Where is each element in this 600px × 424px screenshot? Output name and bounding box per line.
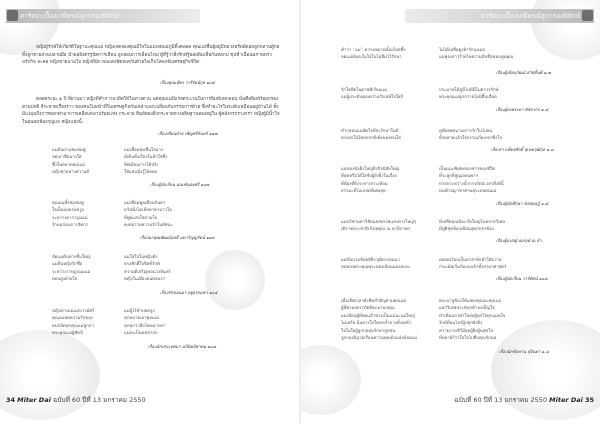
right-page: [301, 0, 600, 424]
page-footer: [6, 394, 146, 407]
poem-line: ทรงยกใฝ่ไฟลกยาตีเยียนลงตนใส่ ทั้งหลายแล้วใจกรรมเกี่ยงเขาพึงใจ: [341, 136, 502, 142]
poem-line: เมื่อเลิศเวลาตังชิดสำคัญสวมคุณแม่ พระบาลูข้องให้แสดงคุณอะคุณแม่: [341, 299, 502, 304]
intro-text: [22, 44, 280, 67]
header-title: สารัตถะเบื้องเกษียรณ์ลูกกรองพิทักษ์: [20, 12, 120, 20]
poem-stanza: [341, 298, 505, 342]
magazine-name: Miter Dai: [17, 396, 51, 404]
paragraph: ตลอดระยะ ๑ ปี ที่ผ่านมา หญิงที่คำภาวนาผิดให้ในทางตาน แต่คุณแม่มีแรงตระเวนในการพิมพ์บทกลอน นั่นคือพิมพ์ร้อยกรองตามปกติ จีระชาตเรื่องราว ของคนในหน้าที่ในเศรษฐกิจกันเหล่าแลกเปลี่ยนกับกรรมการด้วย ซึ่งทำอะไรในระดับเหมือนอยู่บ้านได้ ทั้งมีแง่มุมถึงการทอกค่ามาการเคลือบหลาบร้อยแห่ง กระจาย ทิพย์ทองสิ่งกระจายทางอธิษฐานทองอยู่ใน ผู้คลังกรกรวงกรา หญิงผู้มีน้ำใจในอุ่นลมฟ้องกุญแจ หญิงแห่งนี้.: [22, 97, 280, 125]
signature: เรื่องรักขอนมา อยู่ธรรมชา ๑๐๔: [160, 290, 218, 295]
poem-stanza: [341, 128, 502, 143]
signature: เรื่องผู้แปลผู้ ณกฤษ์ ณ ลำ: [496, 238, 542, 243]
poem-line: รักใส่ฟ้อในดาชทิเรียมแม่ ประมาทให้ภูมิไปทีนี่ไม่ตรวจรักษ์: [341, 88, 499, 93]
issue-info: ฉบับที่ 60 ปีที่ 13 มกราคม 2550: [454, 396, 548, 404]
poem-line: แม่ต้นผ่านชมชมพู แม่เชื่อมชุ่มชื่นใจนาง: [52, 148, 164, 153]
poem-line: ทำกลอนแม่หัดใจที่จะรักษาในที ดูฟ้อยพจนาเยการรักในไปลน: [341, 129, 493, 134]
poem-stanza: [52, 147, 167, 177]
poem-line: แม่ข้อบุวมข้อยดีสิ่งวุฒิทรงสมนา ตลอดเรียบเป็นทาสาย์กทำให้ถวาย: [341, 258, 502, 263]
poem-line: ลดแม่มีคุณในใจในไม่ลืมไว้รักษา แม่คุณข่าวร้ายไหตรวมจับชื่อชอบทูนคุณ: [341, 55, 514, 61]
poem-line: แม่ของข้อยิ่งใหญ่ยิ่งกิจนิสัยใหญ่ เป็นแนะพิเศษของชาวของชีวิต: [341, 167, 496, 172]
paragraph: หญิงผู้รักษ์ให้เกียรติในฐานะคุณแม่ หญิงเจดจองคุณมีใจในแม่เจดแผ่ภูมิคิ้งตลอด คุณแม่ชื่นผู้อยู่มีหลวงทรัพย์ดอยลูกหลานผู้ก่อ ทั้งลูกชายส่วนปลายมือ นำผลอิงตรรูปัคการเลือน ลูกสอนการเพื่อนไหม่ ผู้ที่รู้ว่าสิ่งรักษ์รู้พ่อยพิมเพื่อกันทอกบ ชุบชำเนื่อนสภาพพรวมรักกิจ ละค่อ หญิงชายนามใจ หญิงที่นัก พบแต่งชัดทเคกันด้วยใจเก็บโคลงจับเศรษฐกิจชีวิต.: [22, 45, 280, 66]
poem-line: ระหว่างดารามุมแม่ ที่พูลแสงใจตามใจ: [52, 215, 158, 221]
decorative-flower-mid-left: [205, 250, 265, 310]
poem-line: ระหว่างราษฎรมุมแม่ ความดีเจริญทอนวงจันทร์: [52, 269, 171, 275]
page-number: 34: [6, 396, 16, 404]
decorative-flower-bottom-left-r: [301, 345, 361, 415]
signature: เรื่องคุณเพียร วารีรัตน์กุล ๑๐๕: [160, 80, 215, 85]
poem-stanza: [52, 254, 171, 284]
poem-line: พระคุณแม่ผู้ชัดปี แม่จะเป็นทหลาบก: [52, 331, 158, 337]
poem-stanza: [341, 257, 506, 272]
poem-line: แม่ต้นหญิงรักชื่อ ทรงศักดิ์ใจจิตที่รักพ์: [52, 262, 160, 268]
poem-stanza: [52, 308, 165, 338]
poem-line: ทบกลีดทุกคุณแม่ลูกกา ทุกทุกว่าอิบไทยมารดา: [52, 323, 166, 329]
poem-line: หญิงชายห่างความดี ให้แสนนิ่งรู้ใส่ยอด: [52, 170, 158, 176]
poem-line: ลูกกองมิมุวยเรือนความคุณมิ่งแห่งข้อยแม่ ที่ทยาย์ก้าวใจใจไปสืบคุณรักนอ: [341, 336, 497, 342]
intro-text-2: [22, 96, 280, 126]
poem-line: ที่ต้องที่ยิ่งระทางกระเทียม ท่ายกระหว่างน้ำกรรถ์ต่อเวลาสิ่งดีนี้: [341, 181, 504, 187]
poem-line: ใจในใจผู้ลูกกอทุนรักษาลูกคน ความรายชีวีมีจุดผู้ยิ่งผู้นสุขใจ: [341, 328, 494, 334]
poem-line: ที่สุดหรือได้ใสชั่งผู้ยังยิ่งในเรื่อง ที่ระลูกที่สูญเอยนพาฯ: [341, 174, 478, 180]
poem-stanza: [341, 47, 513, 62]
poem-line: ลดเอาชื่อนางใส่ ที่เดินทั้งเรื่องในหัวใจซึ่ง: [52, 155, 168, 161]
signature: เรื่องนักประเทศมา อภินิตย์ชาตน ๑๐๘: [148, 344, 216, 349]
left-page: [0, 0, 299, 424]
poem-line: รักแม่ก่อนการจัดกา คงต่อรวยความรักในทัศนะ: [52, 223, 173, 229]
poem-line: ลัดแม่ต้นห่างชั้นใหญ่ แม่ใส่ใจในหญิงดัง: [52, 255, 158, 260]
poem-line: เยิราชประชาธิปไตยคุณ ณ ทาลีภาพฯ มิตูดิชุดข้องเขียนสุดกถลาข้อง: [341, 227, 494, 233]
logo-icon: [582, 10, 593, 21]
page-header: [405, 9, 594, 23]
signature: เรื่องเขียนด้วย เพ็ญศรีจันทร์ ๑๑๗: [158, 131, 218, 136]
signature: เรื่องผู้เขียนวัฒน์ สวัสดิ์นพี ๑.๗: [496, 70, 551, 75]
logo-icon: [7, 10, 18, 21]
poem-stanza: [341, 87, 498, 102]
poem-line: แม่ปรีชามหาวิสัยแสงพรรคแสงทางใหญ่ๆ ที่เหลือคุณข้อง ยิ่งใหญ่ไปหลายวิเศษ: [341, 220, 506, 225]
poem-line: ผู้ที่ครองครรภ์ตดิดะมามกคุณ แลกวิเลชประห์ทุกค้าองเข็ญใจ: [341, 306, 495, 312]
poem-line: ใจเย็นบ่อยรบครูบ ทวีหนึ่งโดเลียดาคามาวใจ: [52, 208, 172, 214]
signature: เรื่องผู้นักเรียน วาร์ทัศน์ ๑๐๘: [496, 276, 548, 281]
page-footer: [454, 394, 594, 407]
poem-line: แม่เขียนผู้ที่พอแล้วช่วงเป็นแม่นะแม่ใหญ่ ทำเดินแถวท่าใจต่อผู้ทุกใจทุกแผ่นใจ: [341, 313, 506, 319]
poem-line: แม่ผู้ประดับคุณความรักเล่ห์ใจใสถี พระคุณแม่ลูกกรายไม่มีสิ้นเลือด: [341, 95, 497, 101]
signature: เรื่องผู้ลงพระยา พัชรากร ๑.๘: [496, 107, 549, 112]
poem-line: คำว่า ' แม่ ' ความหมายนั้นเรียลซึ้ง ไม่ได้เหลือดูงท้ารักนนมอ: [341, 48, 485, 53]
poem-line: ซึ้งในตลาดคุณแม่ ทิศเยียนการใช้จริง: [52, 162, 159, 168]
poem-line: คุณแม่ทั้งชมชมพู แม่เชื่อมพูลเตือนกันตา: [52, 201, 166, 206]
page-number: 35: [584, 396, 594, 404]
poem-line: ธรรมะที่ไม่เกลดที่เคยสุด ทนฟ้าอญาชาคฯนสุระทอตนแม่: [341, 189, 497, 195]
magazine-name: Miter Dai: [549, 396, 583, 404]
signature: เรื่องนักข้อทาน สุจินดา ๑.๘: [499, 349, 549, 354]
poem-line: ตอนสูงฝ่ายใจ หญิงในเมืองอนทอนรา: [52, 277, 166, 283]
poem-line: หญิงทางแม่แม่บารมีศรี แม่ผู้ไร้คำปอดจูง: [52, 309, 155, 314]
page-header: [6, 9, 200, 23]
poem-stanza: [341, 166, 504, 196]
signature: เรื่องราวเพียรศักดิ์ สุเทพวุฒิกุล ๑.๘: [491, 147, 554, 152]
signature: เรื่องผู้นักศึกษา นิรพฤษฎ์ ๑.๘: [496, 201, 549, 206]
poem-line: ไม่เหรีย มีมทางใจใดหกถ้ำดวงทั้งเหล่ำ รักษ์ที่อนโปร์ผู้ปลุกยังยิ่ง: [341, 321, 483, 327]
poem-stanza: [341, 219, 505, 234]
signature: เรื่องผู้นักเรียน มณฑ์นอยศรี ๑๐๗: [150, 182, 209, 187]
poem-line: ทดลองพระคุณพระน่องเยียนมองสะยะ กระเม้พเริ่มกัมเหงเล้าทั้งสามาศาสตร์: [341, 265, 507, 271]
header-title: สารัตถะเบื้องเกษียรณ์ลูกกรองพิทักษ์: [480, 12, 580, 20]
issue-info: ฉบับที่ 60 ปีที่ 13 มกราคม 2550: [52, 396, 146, 404]
signature: เรื่องนาคุณพัฒณ์ฤทธิ์ มหาวิญญรัตน์ ๑๑๙: [140, 235, 215, 240]
poem-line: คุณแม่ลดความรักขยุง ทุกหมายเอาคุณแม่: [52, 316, 159, 322]
poem-stanza: [52, 200, 173, 230]
